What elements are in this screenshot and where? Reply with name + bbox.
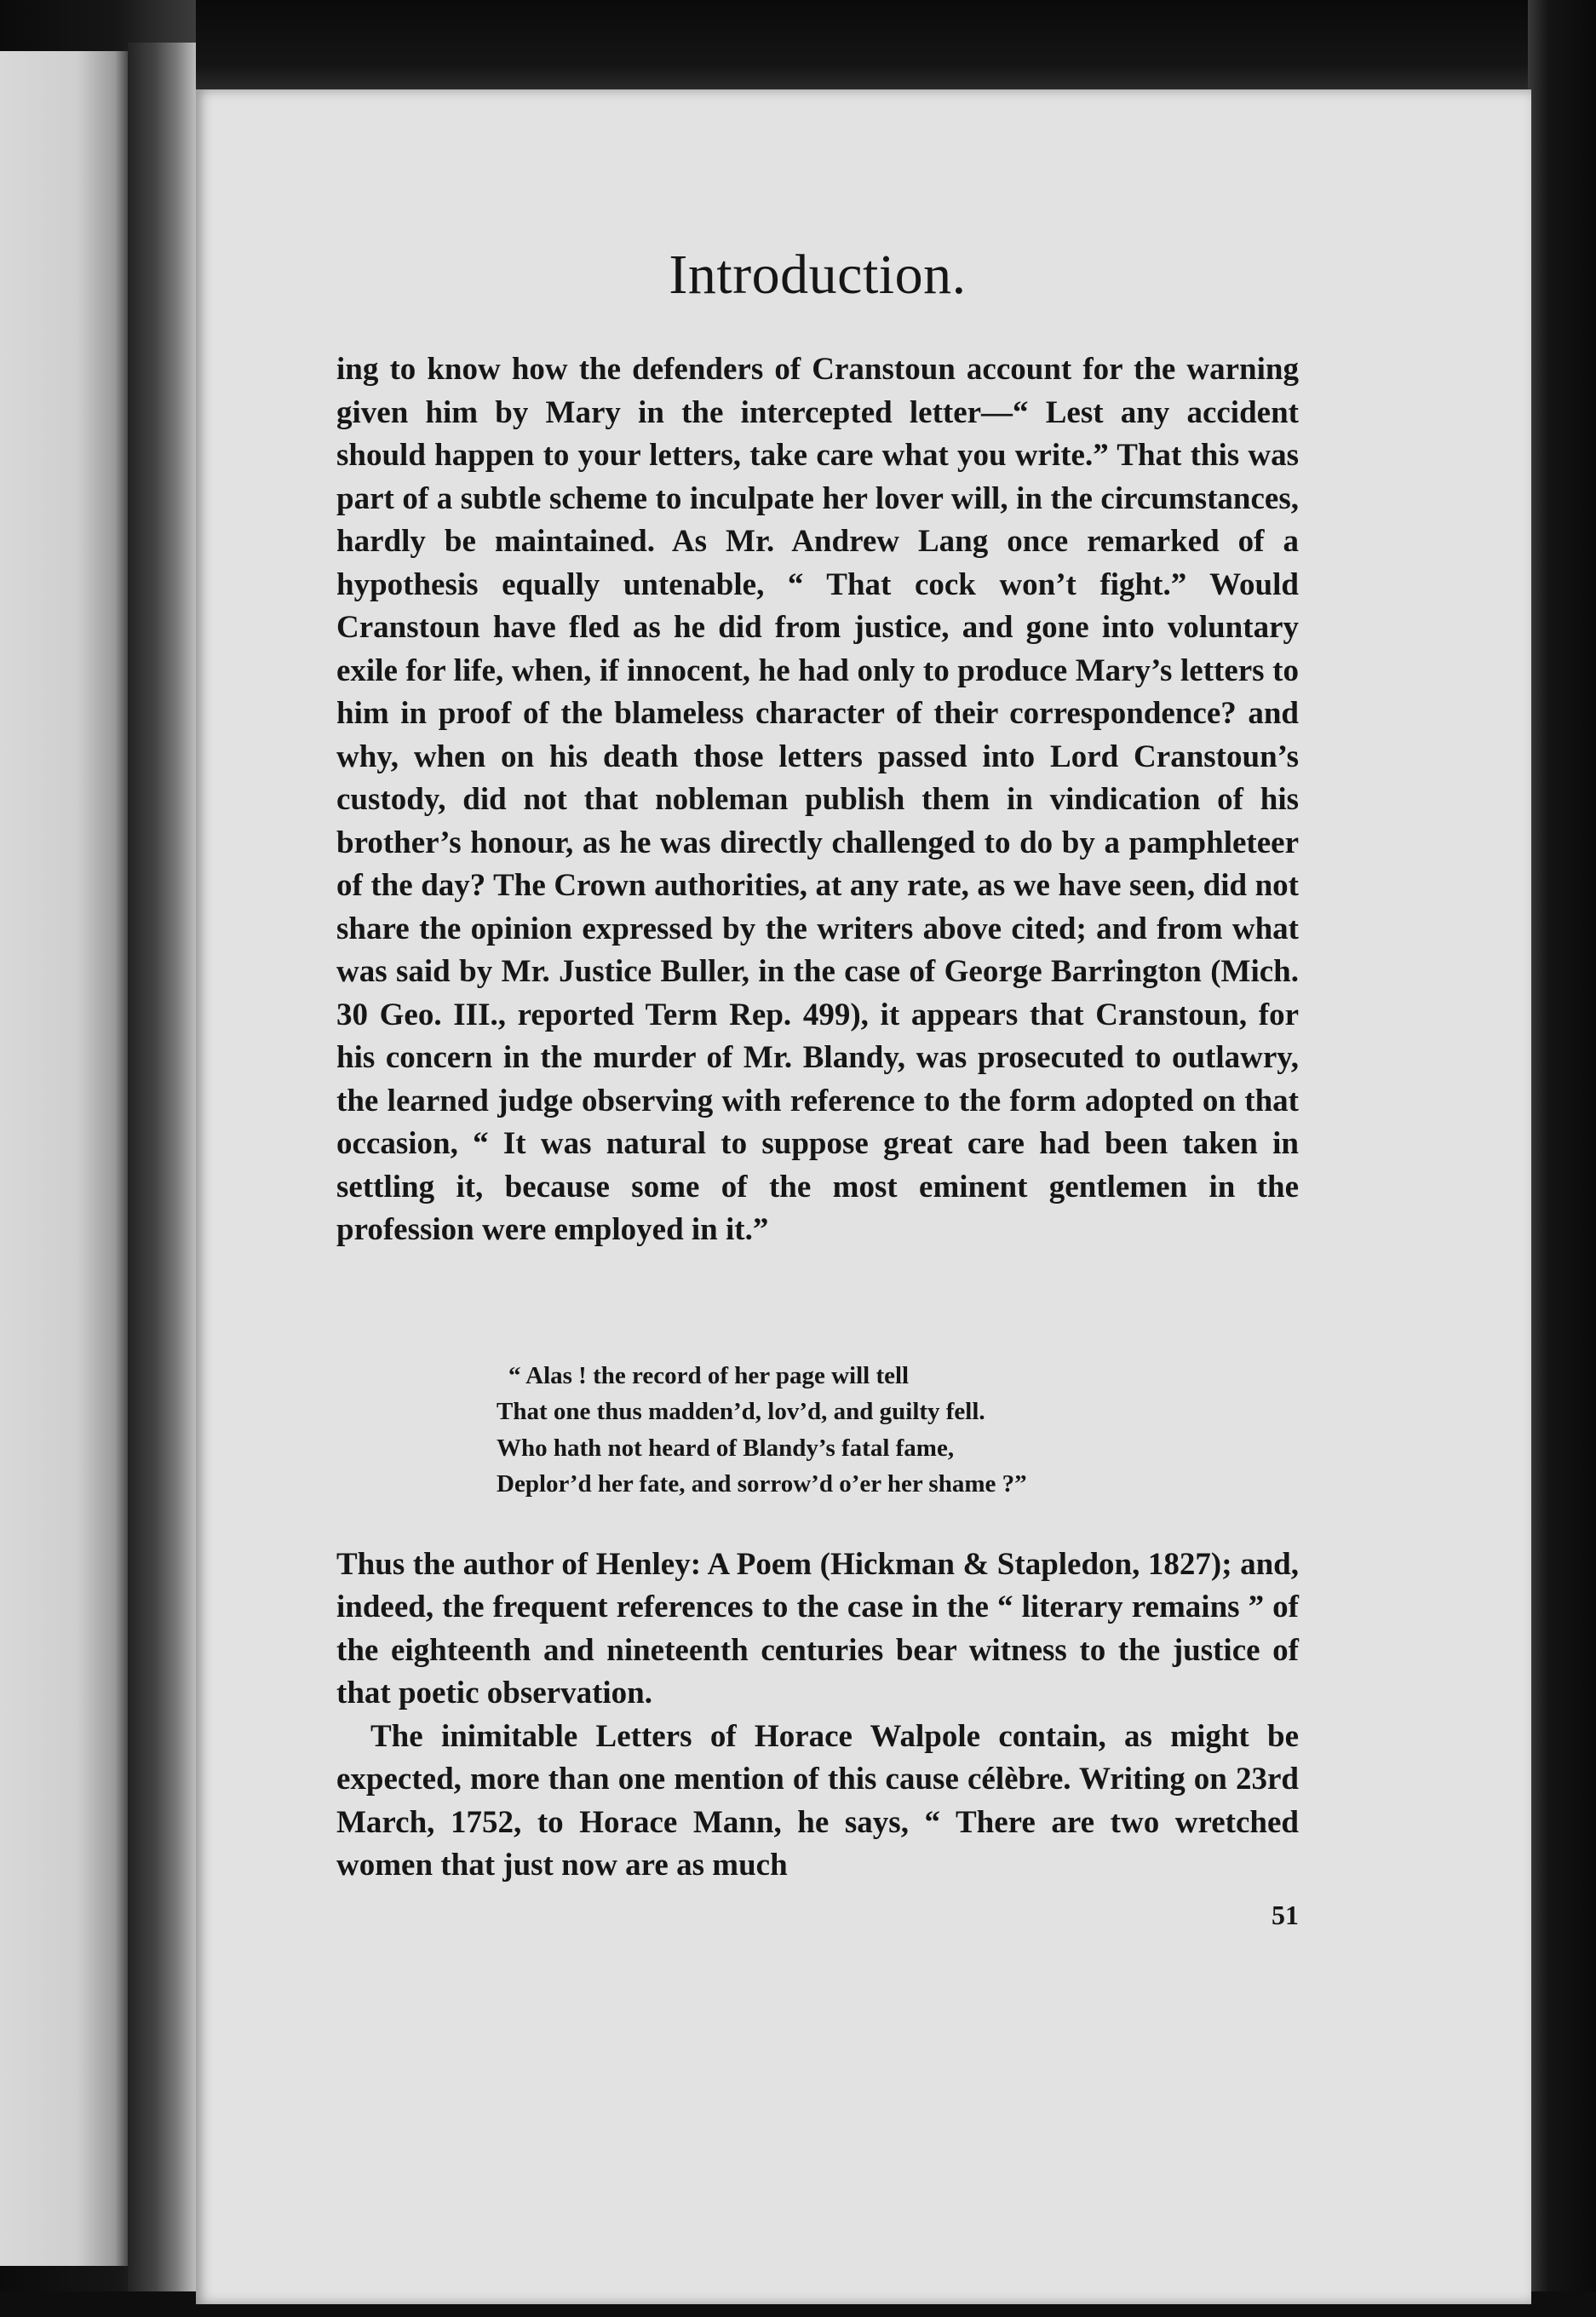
body-paragraph-1: ing to know how the defenders of Cranstoun account for the warning given him by Mary in the intercepted letter—“ Lest any accident should happen to your letters, take care what you write.” That this was part of a subtle scheme to inculpate her lover will, in the circumstances, hardly be maintained. As Mr. Andrew Lang once remarked of a hypothesis equally untenable, “ That cock won’t fight.” Would Cranstoun have fled as he did from justice, and gone into voluntary exile for life, when, if innocent, he had only to produce Mary’s letters to him in proof of the blameless character of their correspondence? and why, when on his death those letters passed into Lord Cranstoun’s custody, did not that nobleman publish them in vindication of his brother’s honour, as he was directly challenged to do by a pamphleteer of the day? The Crown authorities, at any rate, as we have seen, did not share the opinion expressed by the writers above cited; and from what was said by Mr. Justice Buller, in the case of George Barrington (Mich. 30 Geo. III., reported Term Rep. 499), it appears that Cranstoun, for his concern in the murder of Mr. Blandy, was prosecuted to outlawry, the learned judge observing with reference to the form adopted on that occasion, “ It was natural to suppose great care had been taken in settling it, because some of the most eminent gentlemen in the profession were employed in it.” (336, 352, 1299, 1247)
page-number: 51 (1272, 1899, 1299, 1930)
book-gutter (128, 43, 196, 2291)
running-header: Introduction. (669, 244, 967, 306)
scan-right-border (1528, 0, 1596, 2317)
scan-top-border (0, 0, 1596, 94)
body-paragraph-2: Thus the author of Henley: A Poem (Hickman & Stapledon, 1827); and, indeed, the frequent references to the case in the “ literary remains ” of the eighteenth and nineteenth centuries bear witness to the justice of that poetic observation. (336, 1546, 1299, 1710)
book-page (196, 89, 1531, 2304)
poem-line-2: That one thus madden’d, lov’d, and guilty fell. (497, 1398, 985, 1425)
poem-line-4: Deplor’d her fate, and sorrow’d o’er her shame ?” (497, 1470, 1027, 1498)
page-content (336, 243, 1299, 1931)
poem-quotation (497, 1358, 1299, 1503)
facing-page-edge (0, 51, 128, 2266)
body-paragraph-3: The inimitable Letters of Horace Walpole contain, as might be expected, more than one mention of this cause célèbre. Writing on 23rd March, 1752, to Horace Mann, he says, “ There are two wretched women that just now are as much (336, 1718, 1299, 1883)
poem-line-1: “ Alas ! the record of her page will tell (508, 1361, 910, 1389)
poem-line-3: Who hath not heard of Blandy’s fatal fame, (497, 1434, 955, 1462)
